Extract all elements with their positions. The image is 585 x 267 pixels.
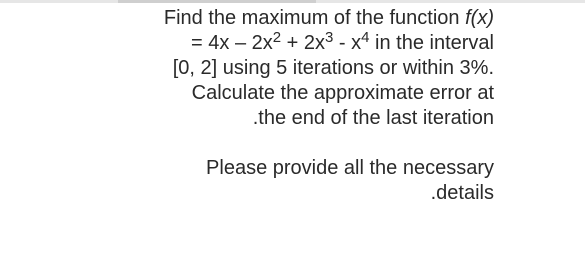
function-name: f(x)	[465, 7, 494, 29]
exponent-2: 2	[272, 29, 282, 46]
request-line-1: Please provide all the necessary	[206, 157, 494, 179]
function-part-3: - x	[333, 32, 362, 54]
exponent-3: 3	[325, 29, 334, 46]
question-line-3: [0, 2] using 5 iterations or within 3%.	[172, 57, 494, 79]
question-line-5: .the end of the last iteration	[252, 107, 494, 129]
question-text	[74, 6, 494, 206]
paragraph-gap	[74, 131, 494, 156]
top-divider	[0, 0, 585, 3]
top-divider-accent	[118, 0, 316, 3]
function-part-1: = 4x – 2x	[191, 32, 273, 54]
request-line-2: .details	[430, 182, 494, 204]
question-line-1-text: Find the maximum of the function	[163, 7, 466, 29]
question-line-2	[74, 31, 494, 56]
question-line-1	[74, 6, 494, 31]
function-part-4: in the interval	[369, 32, 494, 54]
question-line-4: Calculate the approximate error at	[191, 82, 494, 104]
exponent-4: 4	[361, 29, 370, 46]
function-part-2: + 2x	[281, 32, 326, 54]
